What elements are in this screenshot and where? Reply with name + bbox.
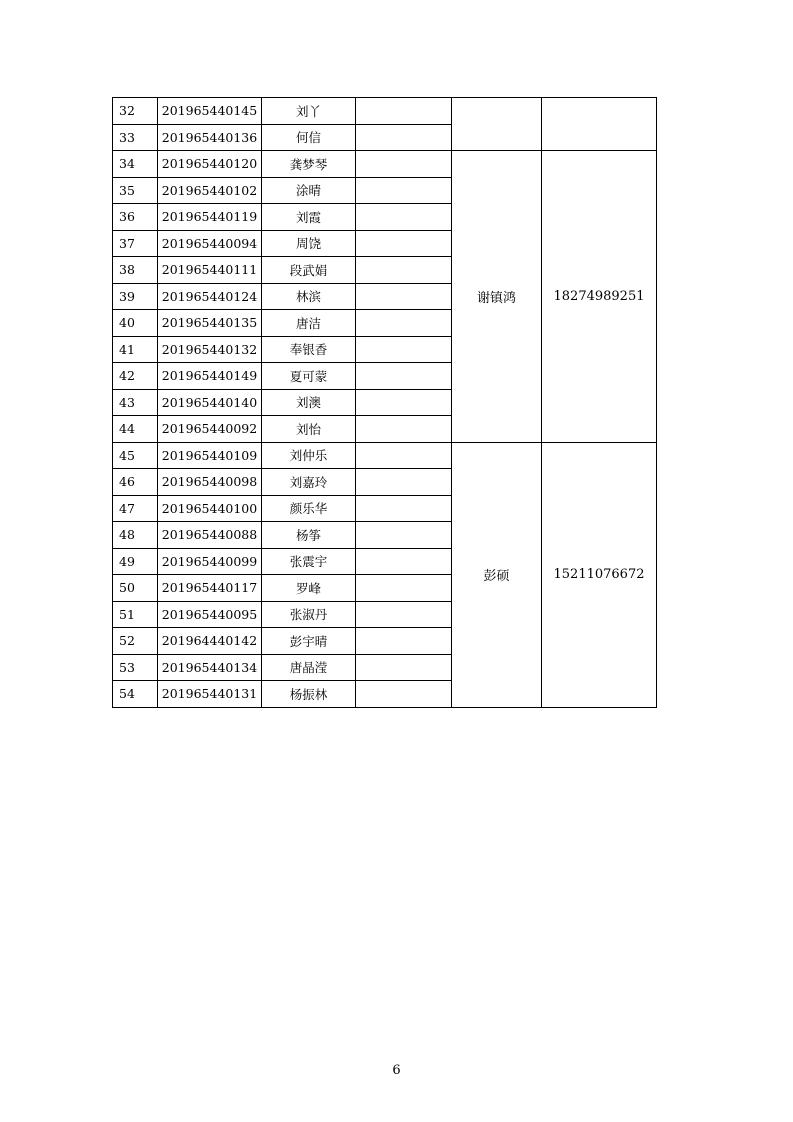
table-row — [113, 151, 657, 178]
row-number-cell: 43 — [113, 389, 158, 416]
advisor-phone-cell — [542, 98, 657, 151]
blank-cell — [356, 177, 452, 204]
row-number-cell: 48 — [113, 522, 158, 549]
student-name-cell: 涂晴 — [262, 177, 356, 204]
table-row — [113, 442, 657, 469]
row-number-cell: 36 — [113, 204, 158, 231]
student-name-cell: 段武娟 — [262, 257, 356, 284]
row-number-cell: 35 — [113, 177, 158, 204]
row-number-cell: 47 — [113, 495, 158, 522]
page-number: 6 — [392, 1063, 401, 1078]
student-name-cell: 唐洁 — [262, 310, 356, 337]
student-name-cell: 刘怡 — [262, 416, 356, 443]
blank-cell — [356, 151, 452, 178]
student-id-cell: 201964440142 — [158, 628, 262, 655]
row-number-cell: 42 — [113, 363, 158, 390]
student-id-cell: 201965440092 — [158, 416, 262, 443]
student-name-cell: 刘霞 — [262, 204, 356, 231]
student-name-cell: 张震宇 — [262, 548, 356, 575]
blank-cell — [356, 575, 452, 602]
advisor-name-cell — [452, 98, 542, 151]
blank-cell — [356, 310, 452, 337]
row-number-cell: 49 — [113, 548, 158, 575]
student-name-cell: 唐晶滢 — [262, 654, 356, 681]
blank-cell — [356, 124, 452, 151]
advisor-phone-cell: 18274989251 — [542, 151, 657, 443]
row-number-cell: 50 — [113, 575, 158, 602]
blank-cell — [356, 442, 452, 469]
advisor-name-cell: 彭硕 — [452, 442, 542, 707]
row-number-cell: 39 — [113, 283, 158, 310]
blank-cell — [356, 628, 452, 655]
blank-cell — [356, 469, 452, 496]
student-name-cell: 刘澳 — [262, 389, 356, 416]
student-id-cell: 201965440088 — [158, 522, 262, 549]
blank-cell — [356, 98, 452, 125]
student-id-cell: 201965440094 — [158, 230, 262, 257]
row-number-cell: 51 — [113, 601, 158, 628]
row-number-cell: 46 — [113, 469, 158, 496]
student-id-cell: 201965440119 — [158, 204, 262, 231]
student-id-cell: 201965440135 — [158, 310, 262, 337]
student-id-cell: 201965440149 — [158, 363, 262, 390]
blank-cell — [356, 257, 452, 284]
student-id-cell: 201965440136 — [158, 124, 262, 151]
student-name-cell: 刘仲乐 — [262, 442, 356, 469]
row-number-cell: 32 — [113, 98, 158, 125]
student-id-cell: 201965440095 — [158, 601, 262, 628]
advisor-phone-cell: 15211076672 — [542, 442, 657, 707]
student-name-cell: 夏可蒙 — [262, 363, 356, 390]
student-name-cell: 罗峰 — [262, 575, 356, 602]
student-id-cell: 201965440117 — [158, 575, 262, 602]
student-id-cell: 201965440145 — [158, 98, 262, 125]
student-name-cell: 奉银香 — [262, 336, 356, 363]
student-name-cell: 彭宇晴 — [262, 628, 356, 655]
row-number-cell: 41 — [113, 336, 158, 363]
row-number-cell: 40 — [113, 310, 158, 337]
blank-cell — [356, 681, 452, 708]
student-name-cell: 张淑丹 — [262, 601, 356, 628]
student-name-cell: 颜乐华 — [262, 495, 356, 522]
blank-cell — [356, 283, 452, 310]
student-id-cell: 201965440120 — [158, 151, 262, 178]
student-name-cell: 刘嘉玲 — [262, 469, 356, 496]
blank-cell — [356, 336, 452, 363]
row-number-cell: 37 — [113, 230, 158, 257]
blank-cell — [356, 495, 452, 522]
student-name-cell: 周饶 — [262, 230, 356, 257]
blank-cell — [356, 654, 452, 681]
blank-cell — [356, 363, 452, 390]
row-number-cell: 33 — [113, 124, 158, 151]
blank-cell — [356, 389, 452, 416]
student-name-cell: 杨振林 — [262, 681, 356, 708]
student-name-cell: 刘丫 — [262, 98, 356, 125]
student-roster-table — [112, 97, 657, 708]
blank-cell — [356, 204, 452, 231]
blank-cell — [356, 601, 452, 628]
student-name-cell: 杨筝 — [262, 522, 356, 549]
student-id-cell: 201965440102 — [158, 177, 262, 204]
blank-cell — [356, 416, 452, 443]
student-name-cell: 何信 — [262, 124, 356, 151]
blank-cell — [356, 548, 452, 575]
row-number-cell: 44 — [113, 416, 158, 443]
row-number-cell: 34 — [113, 151, 158, 178]
student-id-cell: 201965440140 — [158, 389, 262, 416]
student-id-cell: 201965440109 — [158, 442, 262, 469]
blank-cell — [356, 230, 452, 257]
table-row — [113, 98, 657, 125]
row-number-cell: 38 — [113, 257, 158, 284]
student-id-cell: 201965440100 — [158, 495, 262, 522]
blank-cell — [356, 522, 452, 549]
student-id-cell: 201965440131 — [158, 681, 262, 708]
student-id-cell: 201965440124 — [158, 283, 262, 310]
student-id-cell: 201965440098 — [158, 469, 262, 496]
advisor-name-cell: 谢镇鸿 — [452, 151, 542, 443]
student-id-cell: 201965440099 — [158, 548, 262, 575]
row-number-cell: 53 — [113, 654, 158, 681]
row-number-cell: 52 — [113, 628, 158, 655]
student-id-cell: 201965440134 — [158, 654, 262, 681]
student-name-cell: 林滨 — [262, 283, 356, 310]
student-name-cell: 龚梦琴 — [262, 151, 356, 178]
row-number-cell: 54 — [113, 681, 158, 708]
row-number-cell: 45 — [113, 442, 158, 469]
student-id-cell: 201965440132 — [158, 336, 262, 363]
student-id-cell: 201965440111 — [158, 257, 262, 284]
